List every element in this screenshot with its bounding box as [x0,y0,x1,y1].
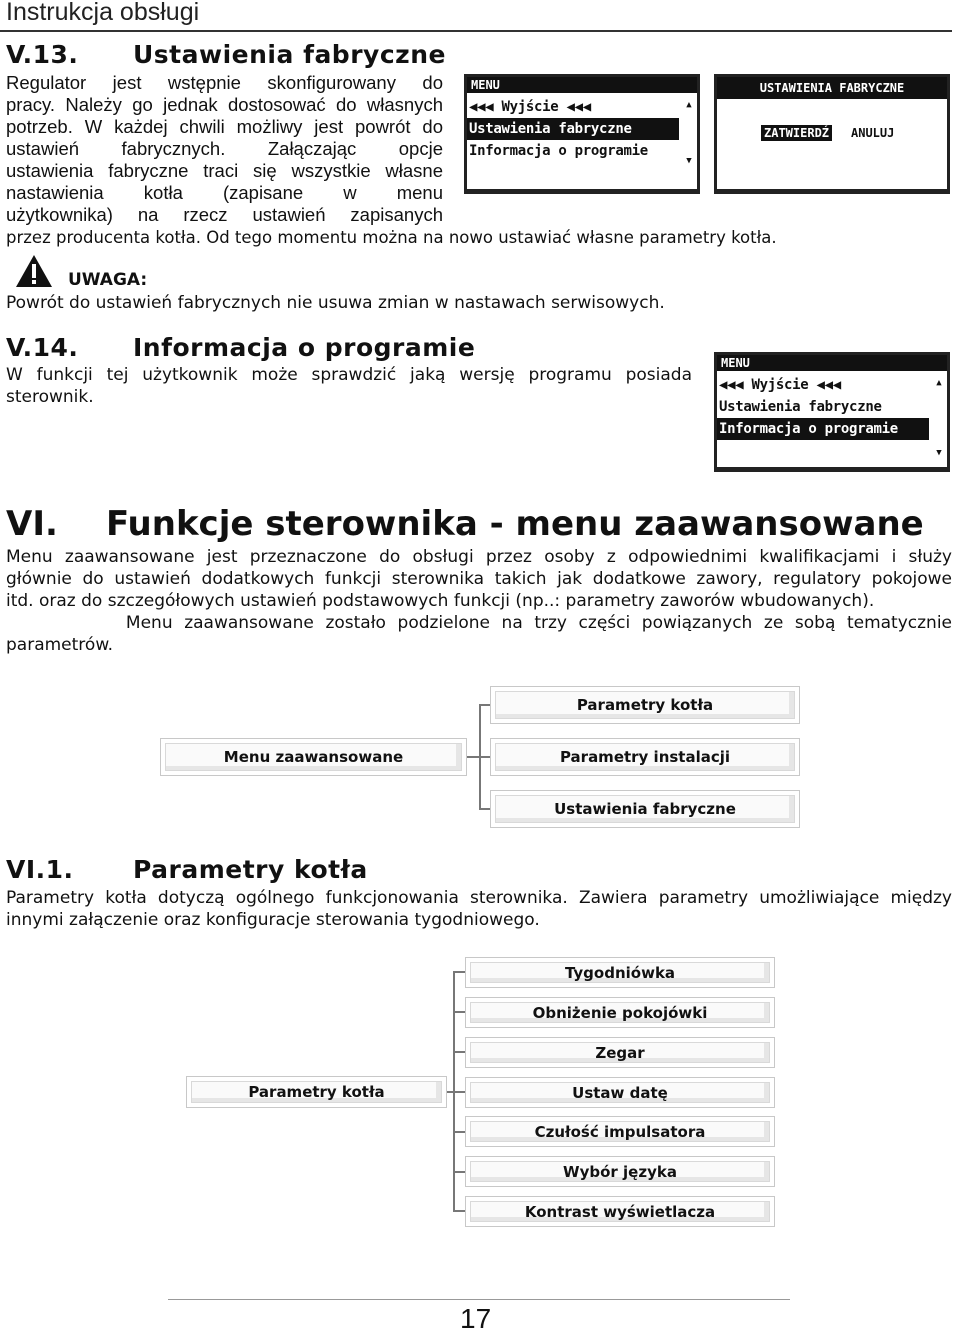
lcd-row-info-selected: Informacja o programie [717,418,929,440]
section-heading-v14 [6,333,475,362]
lcd-confirm-option: ZATWIERDŹ [761,125,832,141]
s6-line: głównie do ustawień dodatkowych funkcji sterownika takich jak dodatkowe zawory, regulatory pokojowe [6,569,952,589]
s6-line: Menu zaawansowane jest przeznaczone do obsługi przez osoby z odpowiednimi kwalifikacjami i służy [6,547,952,567]
tree-node: Ustaw datę [465,1077,775,1108]
section-heading-v13 [6,40,446,69]
connector-line [453,1091,465,1093]
tree-node: Czułość impulsatora [465,1116,775,1147]
connector-line [453,1171,465,1173]
s61-line: Parametry kotła dotyczą ogólnego funkcjonowania sterownika. Zawiera parametry umożliwiające między [6,888,952,908]
lcd-menu-screen-info [714,352,950,472]
section-title: Informacja o programie [133,333,476,362]
s6-line: itd. oraz do szczegółowych ustawień podstawowych funkcji (np..: parametry zaworów wbudowanych). [6,591,875,611]
section-heading-vi1 [6,855,368,884]
scroll-down-icon: ▼ [936,448,942,458]
warning-title: UWAGA: [68,270,148,290]
s13-line: pracy. Należy go jednak dostosować do własnych [6,94,443,115]
lcd-title-bar: USTAWIENIA FABRYCZNE [717,77,947,99]
tree-node: Ustawienia fabryczne [490,790,800,828]
s13-paragraph [6,72,443,226]
tree-node: Tygodniówka [465,957,775,988]
connector-line [453,1210,465,1212]
lcd-row-exit: ◀◀◀ Wyjście ◀◀◀ [469,99,591,115]
s13-last-line: przez producenta kotła. Od tego momentu można na nowo ustawiać własne parametry kotła. [6,228,777,247]
s14-paragraph [6,364,692,408]
chapter-number: VI. [6,504,58,544]
s14-line: W funkcji tej użytkownik może sprawdzić jaką wersję programu posiada [6,365,692,385]
s6-line [6,612,952,634]
s6-paragraph [6,546,952,656]
section-number: VI.1. [6,855,74,884]
connector-line [453,1131,465,1133]
lcd-cancel-option: ANULUJ [851,126,895,140]
lcd-title-bar: MENU [717,355,947,371]
lcd-factory-screen [714,74,950,194]
lcd-row-factory-selected: Ustawienia fabryczne [467,118,679,140]
s6-line-text: Menu zaawansowane zostało podzielone na trzy części powiązanych ze sobą tematycznie [68,613,952,633]
section-number: V.13. [6,40,79,69]
page-number: 17 [460,1303,492,1334]
s13-line: ustawień fabrycznych. Załączając opcje [6,138,443,159]
page-header-title: Instrukcja obsługi [6,0,200,26]
s13-line: potrzeb. W każdej chwili możliwy jest powrót do [6,116,443,137]
s61-paragraph [6,887,952,931]
tree-node-root: Menu zaawansowane [160,738,467,776]
lcd-row-factory: Ustawienia fabryczne [719,399,882,415]
connector-line [453,1011,465,1013]
s13-line: nastawienia kotła (zapisane w menu [6,182,443,203]
lcd-row-info: Informacja o programie [469,143,648,159]
lcd-row-exit: ◀◀◀ Wyjście ◀◀◀ [719,377,841,393]
s14-line: sterownik. [6,387,94,407]
warning-icon [14,253,54,289]
connector-line [466,756,480,758]
section-title: Ustawienia fabryczne [133,40,446,69]
tree-node: Wybór języka [465,1156,775,1187]
section-title: Parametry kotła [133,855,368,884]
lcd-menu-screen [464,74,700,194]
footer-divider [168,1299,790,1300]
chapter-title: Funkcje sterownika - menu zaawansowane [106,504,924,544]
s13-line: ustawienia fabryczne traci się wszystkie własne [6,160,443,181]
s6-line: parametrów. [6,635,114,655]
tree-node-root: Parametry kotła [186,1076,447,1108]
tree-node: Obniżenie pokojówki [465,997,775,1028]
lcd-title-bar: MENU [467,77,697,93]
s13-line: użytkownika) na rzecz ustawień zapisanych [6,204,443,225]
warning-text: Powrót do ustawień fabrycznych nie usuwa zmian w nastawach serwisowych. [6,293,665,313]
header-divider [0,30,952,32]
chapter-heading-vi [6,504,924,544]
section-number: V.14. [6,333,79,362]
tree-node: Parametry instalacji [490,738,800,776]
tree-node: Parametry kotła [490,686,800,724]
scroll-down-icon: ▼ [686,156,692,166]
scroll-up-icon: ▲ [936,378,942,388]
s13-line: Regulator jest wstępnie skonfigurowany do [6,72,443,93]
tree-node: Zegar [465,1037,775,1068]
s61-line: innymi załączenie oraz konfiguracje sterowania tygodniowego. [6,910,540,930]
connector-line [453,971,465,973]
scroll-up-icon: ▲ [686,100,692,110]
tree-node: Kontrast wyświetlacza [465,1196,775,1227]
connector-line [453,1051,465,1053]
